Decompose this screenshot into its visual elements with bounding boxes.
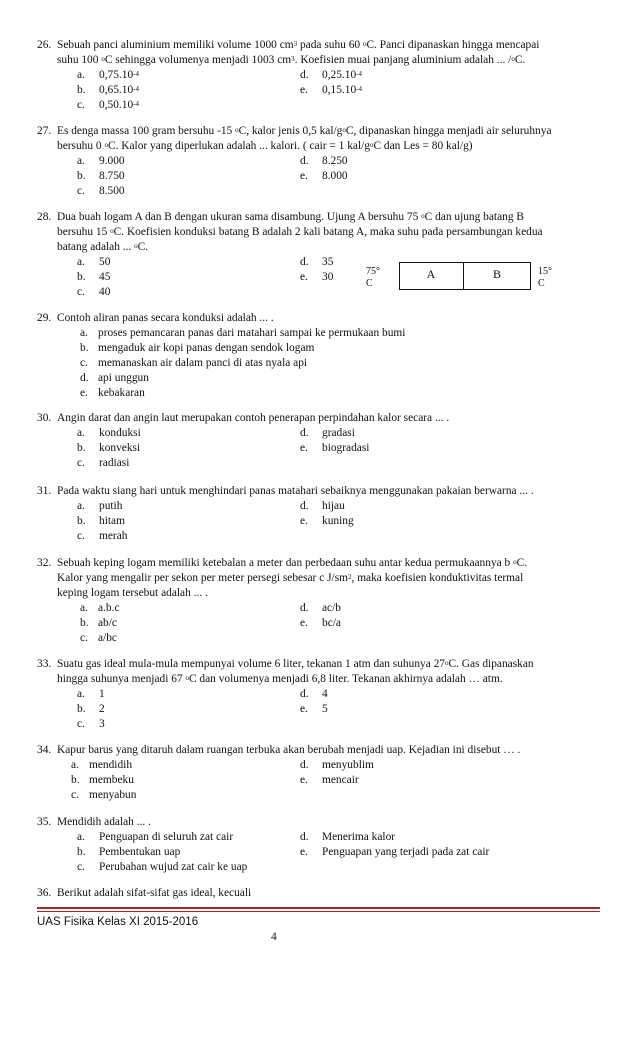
- page-number: 4: [271, 931, 277, 943]
- left-temperature-label: 75° C: [366, 266, 380, 289]
- question-33: [37, 657, 600, 732]
- question-stem: 30. Angin darat dan angin laut merupakan contoh penerapan perpindahan kalor secara ... .: [37, 412, 450, 424]
- option-e[interactable]: e. biogradasi: [300, 442, 370, 454]
- option-c[interactable]: c. 8.500: [77, 185, 125, 197]
- option-c[interactable]: c. 3: [77, 718, 105, 730]
- option-c[interactable]: c. a/bc: [80, 632, 117, 644]
- option-a[interactable]: a. proses pemancaran panas dari matahari sampai ke permukaan bumi: [80, 327, 406, 339]
- question-stem: 33. Suatu gas ideal mula-mula mempunyai volume 6 liter, tekanan 1 atm dan suhunya 27$^o$C. Gas dipanaskan: [37, 658, 534, 670]
- bar-b-label: B: [492, 267, 501, 281]
- options: [37, 499, 600, 544]
- option-a[interactable]: a. 50: [77, 256, 111, 268]
- option-d[interactable]: d. hijau: [300, 500, 345, 512]
- option-d[interactable]: d. $0,25.10^{-4}$: [300, 69, 363, 81]
- option-c[interactable]: c. Perubahan wujud zat cair ke uap: [77, 861, 248, 873]
- option-d[interactable]: d. api unggun: [80, 372, 149, 384]
- option-c[interactable]: c. menyabun: [71, 789, 137, 801]
- option-e[interactable]: e. 8.000: [300, 170, 348, 182]
- question-29: [37, 311, 600, 401]
- option-a[interactable]: a. Penguapan di seluruh zat cair: [77, 831, 234, 843]
- footer-rule-thick: [37, 907, 600, 909]
- option-b[interactable]: b. 45: [77, 271, 111, 283]
- option-d[interactable]: d. ac/b: [300, 602, 341, 614]
- right-temperature-label: 15° C: [538, 266, 552, 289]
- question-stem: 35. Mendidih adalah ... .: [37, 816, 151, 828]
- question-27: [37, 124, 600, 199]
- options: [37, 687, 600, 732]
- question-stem-cont: keping logam tersebut adalah ... .: [57, 587, 208, 599]
- option-e[interactable]: e. kebakaran: [80, 387, 145, 399]
- question-stem: 31. Pada waktu siang hari untuk menghindari panas matahari sebaiknya menggunakan pakaian berwarna ... .: [37, 485, 534, 497]
- option-b[interactable]: b. 8.750: [77, 170, 125, 182]
- option-b[interactable]: b. hitam: [77, 515, 125, 527]
- option-b[interactable]: b. 2: [77, 703, 105, 715]
- question-32: [37, 556, 600, 646]
- option-d[interactable]: d. 4: [300, 688, 328, 700]
- question-stem-cont: batang adalah ... $^o$C.: [57, 241, 149, 253]
- option-d[interactable]: d. Menerima kalor: [300, 831, 396, 843]
- option-c[interactable]: c. merah: [77, 530, 128, 542]
- options: [37, 758, 600, 803]
- question-35: [37, 815, 600, 875]
- option-e[interactable]: e. kuning: [300, 515, 354, 527]
- question-stem: 34. Kapur barus yang ditaruh dalam ruangan terbuka akan berubah menjadi uap. Kejadian ini disebut … .: [37, 744, 521, 756]
- question-26: [37, 38, 600, 113]
- options: [37, 154, 600, 199]
- bar-a-label: A: [426, 267, 436, 281]
- option-a[interactable]: a. konduksi: [77, 427, 141, 439]
- question-30: [37, 411, 600, 471]
- option-a[interactable]: a. 1: [77, 688, 105, 700]
- options: [37, 830, 600, 875]
- question-31: [37, 484, 600, 544]
- option-d[interactable]: d. 8.250: [300, 155, 348, 167]
- option-b[interactable]: b. mengaduk air kopi panas dengan sendok logam: [80, 342, 315, 354]
- question-stem-cont: hingga suhunya menjadi 67 $^o$C dan volumenya menjadi 6,8 liter. Tekanan akhirnya adalah … atm.: [57, 673, 503, 685]
- option-e[interactable]: e. mencair: [300, 774, 359, 786]
- question-34: [37, 743, 600, 803]
- options: [37, 326, 600, 401]
- option-d[interactable]: d. gradasi: [300, 427, 355, 439]
- option-c[interactable]: c. radiasi: [77, 457, 130, 469]
- options: [37, 426, 600, 471]
- option-b[interactable]: b. ab/c: [80, 617, 117, 629]
- option-a[interactable]: a. a.b.c: [80, 602, 120, 614]
- option-b[interactable]: b. $0,65.10^{-4}$: [77, 84, 140, 96]
- footer-title: UAS Fisika Kelas XI 2015-2016: [37, 916, 199, 928]
- question-stem: 32. Sebuah keping logam memiliki ketebalan a meter dan perbedaan suhu antar kedua permukaannya b $^o$C.: [37, 557, 528, 569]
- question-stem: 36. Berikut adalah sifat-sifat gas ideal, kecuali: [37, 887, 252, 899]
- option-d[interactable]: d. menyublim: [300, 759, 374, 771]
- question-stem: 28. Dua buah logam A dan B dengan ukuran sama disambung. Ujung A bersuhu 75 $^o$C dan ujung batang B: [37, 211, 524, 223]
- question-stem: 26. Sebuah panci aluminium memiliki volume 1000 $cm^3$ pada suhu 60 $^o$C. Panci dipanaskan hingga mencapai: [37, 39, 540, 51]
- option-a[interactable]: a. $0,75.10^{-4}$: [77, 69, 140, 81]
- question-stem-cont: Kalor yang mengalir per sekon per meter persegi sebesar c $J/sm^2$, maka koefisien konduktivitas termal: [57, 572, 524, 584]
- option-e[interactable]: e. $0,15.10^{-4}$: [300, 84, 363, 96]
- conduction-bar-diagram: [366, 262, 566, 294]
- question-stem-cont: suhu 100 $^o$C sehingga volumenya menjadi 1003 $cm^3$. Koefisien muai panjang aluminium adalah ... /$^o$C.: [57, 54, 526, 66]
- option-b[interactable]: b. membeku: [71, 774, 134, 786]
- question-stem: 29. Contoh aliran panas secara konduksi adalah ... .: [37, 312, 274, 324]
- question-stem-cont: bersuhu 15 $^o$C. Koefisien konduksi batang B adalah 2 kali batang A, maka suhu pada persambungan kedua: [57, 226, 543, 238]
- option-b[interactable]: b. konveksi: [77, 442, 141, 454]
- option-e[interactable]: e. 5: [300, 703, 328, 715]
- options: [37, 68, 600, 113]
- option-c[interactable]: c. memanaskan air dalam panci di atas nyala api: [80, 357, 308, 369]
- question-36: [37, 886, 600, 901]
- option-a[interactable]: a. mendidih: [71, 759, 133, 771]
- option-a[interactable]: a. 9.000: [77, 155, 125, 167]
- question-stem-cont: bersuhu 0 $^o$C. Kalor yang diperlukan adalah ... kalori. ( cair = 1 kal/$g^oC$ dan Les = 80 kal/g): [57, 140, 473, 152]
- option-a[interactable]: a. putih: [77, 500, 123, 512]
- option-e[interactable]: e. Penguapan yang terjadi pada zat cair: [300, 846, 490, 858]
- option-c[interactable]: c. 40: [77, 286, 111, 298]
- option-e[interactable]: e. 30: [300, 271, 334, 283]
- footer-rule-thin: [37, 911, 600, 912]
- options: [37, 601, 600, 646]
- option-c[interactable]: c. $0,50.10^{-4}$: [77, 99, 140, 111]
- option-b[interactable]: b. Pembentukan uap: [77, 846, 181, 858]
- option-d[interactable]: d. 35: [300, 256, 334, 268]
- option-e[interactable]: e. bc/a: [300, 617, 341, 629]
- question-stem: 27. Es denga massa 100 gram bersuhu -15 $^o$C, kalor jenis 0,5 kal/$g^oC$, dipanaskan hingga menjadi air seluruhnya: [37, 125, 552, 137]
